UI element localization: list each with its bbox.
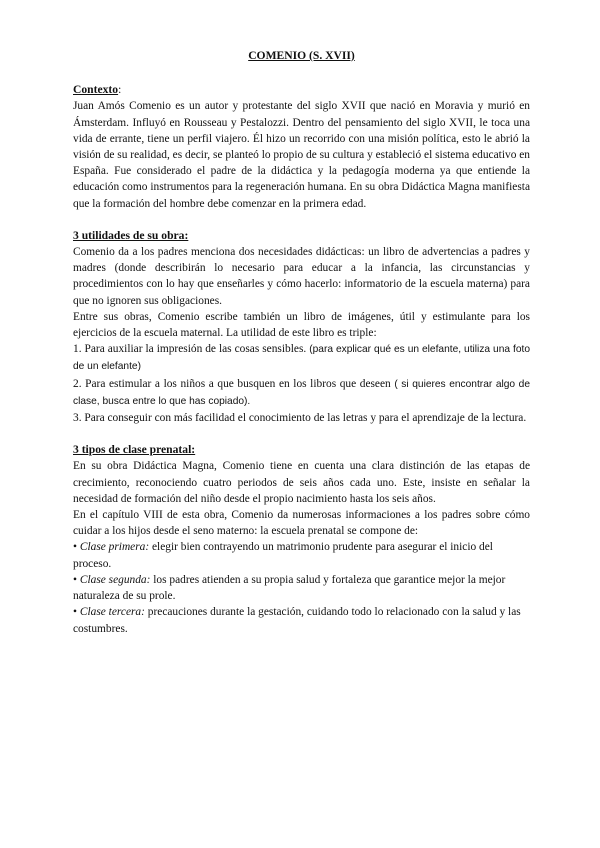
contexto-colon: : — [118, 84, 122, 97]
utilidad-item-2 — [73, 376, 530, 410]
prenatal-bullet — [73, 539, 530, 571]
bullet-mark: • — [73, 606, 77, 619]
prenatal-paragraph-2: En el capítulo VIII de esta obra, Comenio da numerosas informaciones a los padres sobre cómo cuidar a los hijos desde el seno materno: la escuela prenatal se compone de: — [73, 509, 530, 538]
section-contexto — [73, 82, 530, 212]
section-utilidades — [73, 228, 530, 426]
prenatal-list — [73, 539, 530, 636]
utilidad-item-1 — [73, 341, 530, 375]
spacer — [73, 426, 530, 442]
bullet-text: elegir bien contrayendo un matrimonio prudente para asegurar el inicio del proceso. — [73, 541, 493, 570]
bullet-text: los padres atienden a su propia salud y fortaleza que garantice mejor la mejor naturaleza de su prole. — [73, 573, 506, 603]
bullet-text: precauciones durante la gestación, cuidando todo lo relacionado con la salud y las costumbres. — [73, 606, 521, 635]
utilidad-item-1-note: (para explicar qué es un elefante, utiliza una foto de un elefante) — [73, 344, 530, 373]
document-title: COMENIO (S. XVII) — [248, 49, 355, 62]
contexto-heading: Contexto — [73, 83, 119, 97]
section-prenatal — [73, 442, 530, 636]
utilidad-item-3: 3. Para conseguir con más facilidad el conocimiento de las letras y para el aprendizaje de la lectura. — [73, 412, 527, 425]
bullet-term: Clase primera: — [79, 541, 150, 554]
prenatal-heading: 3 tipos de clase prenatal: — [73, 443, 196, 457]
bullet-term: Clase segunda: — [79, 573, 151, 586]
contexto-body: Juan Amós Comenio es un autor y protestante del siglo XVII que nació en Moravia y murió en Ámsterdam. Influyó en Rousseau y Pestalozzi. Dentro del pensamiento del siglo XVII, le toca una vida de errante, tiene un perfil viajero. Él hizo un recorrido con una misión política, esto le abrió la visión de su realidad, es decir, se planteó lo propio de su cultura y estableció el sistema educativo en España. Fue considerado el padre de la didáctica y la pedagogía moderna ya que entiende la educación como instrumentos para la regeneración humana. En su obra Didáctica Magna manifiesta que la formación del hombre debe comenzar en la primera edad. — [73, 100, 530, 210]
document-page — [73, 48, 530, 637]
utilidad-item-2-note: ( si quieres encontrar algo de clase, busca entre lo que has copiado). — [73, 378, 530, 407]
bullet-mark: • — [73, 541, 77, 554]
utilidades-paragraph-1: Comenio da a los padres menciona dos necesidades didácticas: un libro de advertencias a padres y madres (donde describirán lo necesario para educar a la infancia, las circunstancias y procedimientos con lo hay que enseñarles y cómo hacerlo: informatorio de la escuela materna) para que no ignoren sus obligaciones. — [73, 246, 530, 307]
utilidades-heading: 3 utilidades de su obra: — [73, 228, 189, 242]
prenatal-paragraph-1: En su obra Didáctica Magna, Comenio tiene en cuenta una clara distinción de las etapas de crecimiento, reconociendo cuatro periodos de seis años cada uno. Este, insiste en señalar la necesidad de formación del niño desde el propio nacimiento hasta los seis años. — [73, 460, 530, 505]
utilidad-item-2-main: 2. Para estimular a los niños a que busquen en los libros que deseen — [73, 377, 391, 390]
spacer — [73, 212, 530, 228]
prenatal-bullet — [73, 572, 530, 604]
bullet-term: Clase tercera: — [79, 606, 145, 619]
utilidad-item-1-main: 1. Para auxiliar la impresión de las cosas sensibles. — [73, 343, 307, 356]
utilidades-paragraph-2: Entre sus obras, Comenio escribe también un libro de imágenes, útil y estimulante para los ejercicios de la escuela maternal. La utilidad de este libro es triple: — [73, 310, 530, 340]
prenatal-bullet — [73, 604, 530, 636]
bullet-mark: • — [73, 573, 77, 586]
